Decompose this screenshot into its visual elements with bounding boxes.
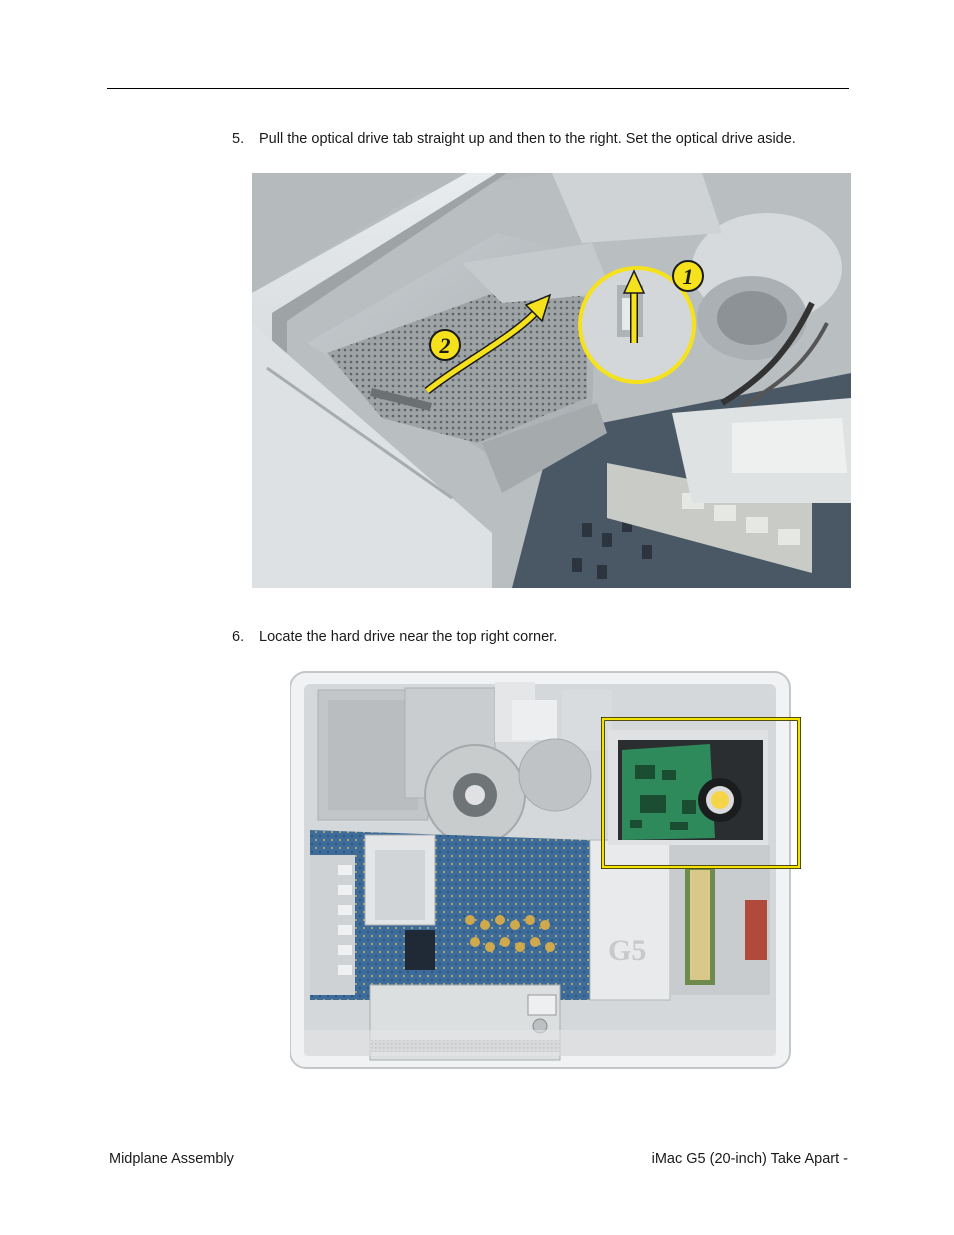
- step-5-text: Pull the optical drive tab straight up and then to the right. Set the optical drive aside.: [259, 131, 796, 147]
- step-6: [232, 628, 557, 646]
- step-5: [232, 130, 796, 148]
- hard-drive-photo: [290, 670, 804, 1070]
- callout-1-label: 1: [682, 264, 694, 289]
- g5-chip-label: G5: [608, 934, 647, 967]
- step-6-text: Locate the hard drive near the top right corner.: [259, 629, 558, 645]
- optical-drive-illustration: [252, 173, 851, 588]
- step-6-number: 6.: [232, 629, 245, 645]
- callout-2-label: 2: [439, 333, 451, 358]
- footer-left: Midplane Assembly: [109, 1151, 234, 1167]
- step-5-number: 5.: [232, 131, 245, 147]
- footer-right: iMac G5 (20-inch) Take Apart -: [651, 1151, 848, 1167]
- header-rule: [107, 88, 849, 89]
- optical-drive-photo: [252, 173, 851, 588]
- hard-drive-illustration: [290, 670, 804, 1070]
